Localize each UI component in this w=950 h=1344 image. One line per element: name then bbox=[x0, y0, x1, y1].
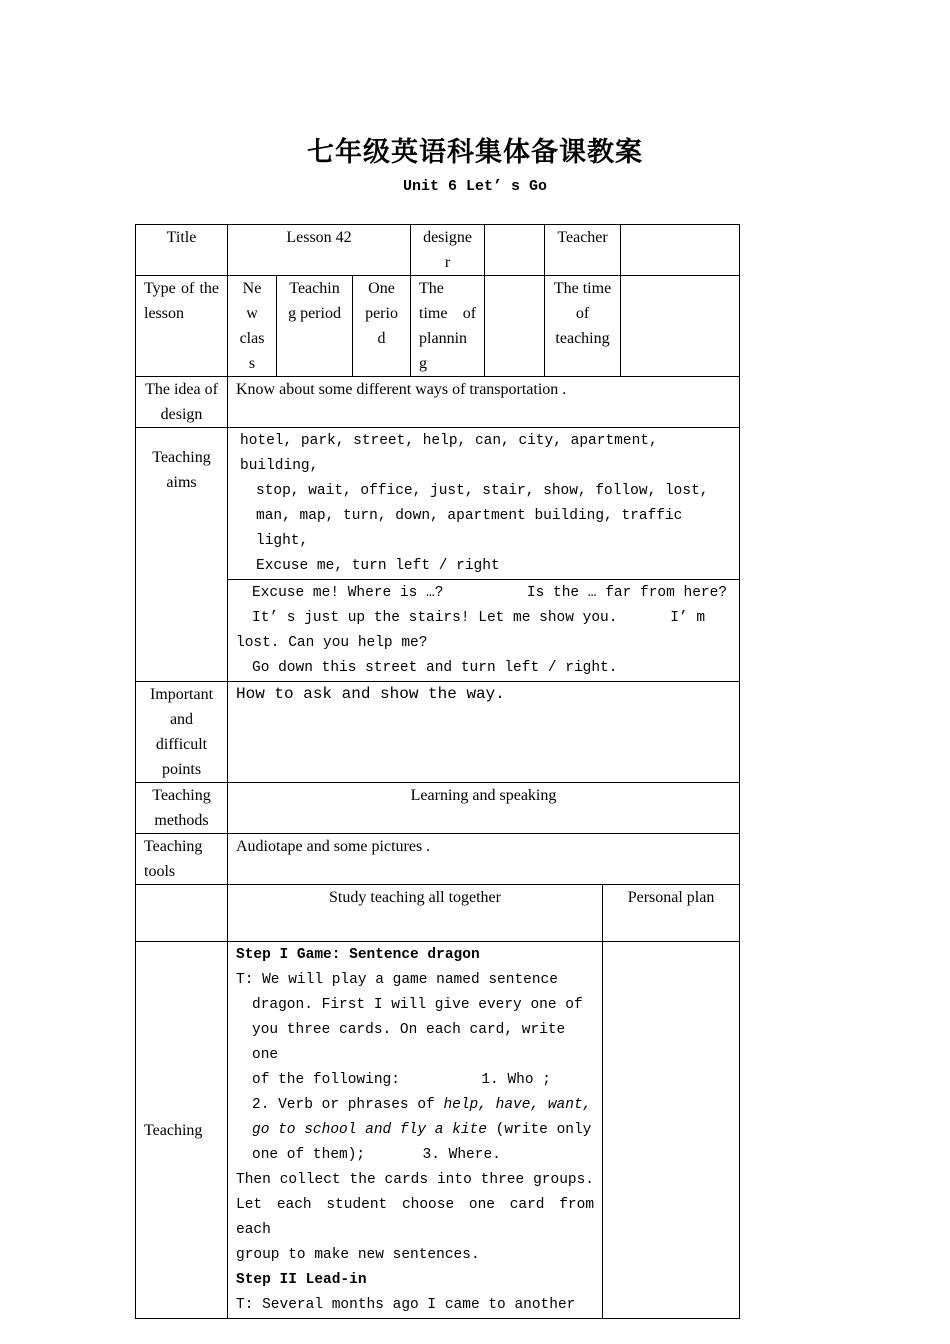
step-line: Let each student choose one card from each bbox=[236, 1197, 595, 1238]
tools-label: Teaching tools bbox=[136, 834, 228, 885]
sentence-line: Go down this street and turn left / right. bbox=[252, 660, 618, 676]
vocab-line: Excuse me, turn left / right bbox=[256, 558, 500, 574]
teacher-label: Teacher bbox=[545, 225, 621, 276]
sentence-line: lost. Can you help me? bbox=[236, 635, 428, 651]
unit-subtitle: Unit 6 Let’ s Go bbox=[402, 178, 548, 195]
period-value: One perio d bbox=[353, 276, 411, 377]
sentence-line bbox=[236, 606, 727, 631]
study-header: Study teaching all together bbox=[228, 885, 603, 942]
idea-text: Know about some different ways of transportation . bbox=[228, 377, 740, 428]
tools-row bbox=[136, 834, 740, 885]
planning-time-label: The time of plannin g bbox=[411, 276, 485, 377]
step-line bbox=[236, 1068, 594, 1093]
vocab-line: man, map, turn, down, apartment building, traffic light, bbox=[256, 508, 683, 549]
designer-value bbox=[485, 225, 545, 276]
process-header-row bbox=[136, 885, 740, 942]
teaching-steps bbox=[228, 942, 603, 1319]
vocab-line: stop, wait, office, just, stair, show, follow, lost, bbox=[256, 483, 709, 499]
sentence-line bbox=[236, 581, 727, 606]
step-line bbox=[236, 1143, 594, 1168]
step-fragment: one of them); bbox=[252, 1147, 366, 1163]
tools-text: Audiotape and some pictures . bbox=[228, 834, 740, 885]
vocab-line: hotel, park, street, help, can, city, apartment, building, bbox=[240, 433, 658, 474]
sentence-fragment: Excuse me! Where is …? bbox=[252, 585, 444, 601]
personal-plan-header: Personal plan bbox=[603, 885, 740, 942]
step-fragment: 3. Where. bbox=[422, 1147, 501, 1163]
sentence-fragment: Is the … far from here? bbox=[526, 585, 728, 601]
planning-time-value bbox=[485, 276, 545, 377]
points-label: Important and difficult points bbox=[136, 682, 228, 783]
designer-label: designe r bbox=[411, 225, 485, 276]
step-line: T: We will play a game named sentence bbox=[236, 972, 558, 988]
aims-label: Teaching aims bbox=[136, 428, 228, 682]
points-text: How to ask and show the way. bbox=[228, 682, 740, 783]
step-line: Then collect the cards into three groups. bbox=[236, 1172, 595, 1188]
type-label: Type of the lesson bbox=[136, 276, 228, 377]
step-line bbox=[236, 1093, 594, 1118]
idea-row bbox=[136, 377, 740, 428]
aims-sentences bbox=[228, 580, 740, 682]
page-title: 七年级英语科集体备课教案 bbox=[307, 137, 643, 168]
lesson-plan-table bbox=[135, 224, 740, 1319]
type-value: Ne w clas s bbox=[228, 276, 277, 377]
step-fragment: 1. Who ; bbox=[481, 1072, 551, 1088]
sentence-fragment: I’ m bbox=[670, 610, 706, 626]
aims-vocab-row bbox=[136, 428, 740, 580]
teacher-value bbox=[621, 225, 740, 276]
step-fragment: help, have, want, bbox=[443, 1097, 592, 1113]
methods-text: Learning and speaking bbox=[228, 783, 740, 834]
teaching-time-value bbox=[621, 276, 740, 377]
points-row bbox=[136, 682, 740, 783]
step-title: Step II Lead-in bbox=[236, 1272, 367, 1288]
step-fragment: (write only bbox=[486, 1122, 592, 1138]
step-line: dragon. First I will give every one of bbox=[252, 997, 583, 1013]
process-body-row bbox=[136, 942, 740, 1319]
step-title: Step I Game: Sentence dragon bbox=[236, 947, 480, 963]
step-line bbox=[236, 1118, 594, 1143]
step-line: you three cards. On each card, write one bbox=[252, 1022, 566, 1063]
methods-label: Teaching methods bbox=[136, 783, 228, 834]
title-value: Lesson 42 bbox=[228, 225, 411, 276]
sentence-fragment: It’ s just up the stairs! Let me show you. bbox=[252, 610, 618, 626]
step-fragment: of the following: bbox=[252, 1072, 400, 1088]
step-fragment: 2. Verb or phrases of bbox=[252, 1097, 444, 1113]
methods-row bbox=[136, 783, 740, 834]
personal-plan-cell bbox=[603, 942, 740, 1319]
teaching-time-label: The time of teaching bbox=[545, 276, 621, 377]
teaching-label: Teaching bbox=[136, 942, 228, 1319]
step-line: group to make new sentences. bbox=[236, 1247, 480, 1263]
step-line: T: Several months ago I came to another bbox=[236, 1297, 576, 1313]
period-label: Teachin g period bbox=[277, 276, 353, 377]
type-row bbox=[136, 276, 740, 377]
aims-vocabulary bbox=[228, 428, 740, 580]
idea-label: The idea of design bbox=[136, 377, 228, 428]
title-label: Title bbox=[136, 225, 228, 276]
title-row bbox=[136, 225, 740, 276]
step-fragment: go to school and fly a kite bbox=[252, 1122, 487, 1138]
